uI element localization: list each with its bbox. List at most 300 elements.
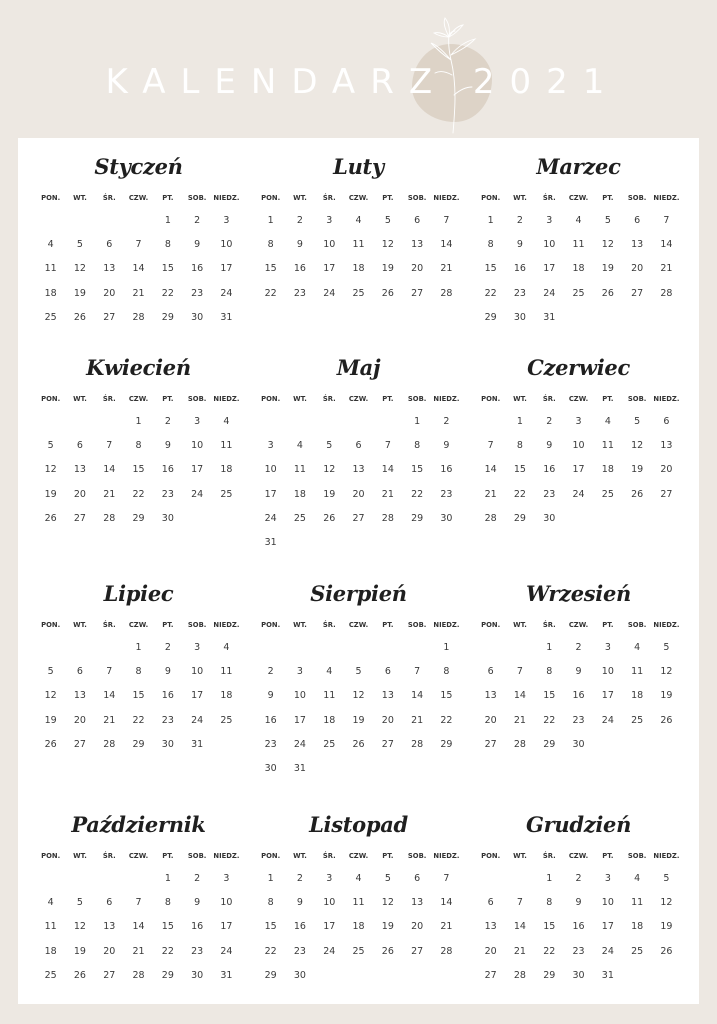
weekday-label: NIEDZ. bbox=[653, 194, 680, 202]
day-cell: 20 bbox=[484, 945, 497, 957]
day-cell: 19 bbox=[44, 488, 57, 500]
day-cell: 30 bbox=[572, 969, 585, 981]
day-cell: 15 bbox=[264, 263, 277, 275]
day-cell: 30 bbox=[264, 762, 277, 774]
day-cell: 6 bbox=[487, 897, 494, 909]
day-cell: 4 bbox=[223, 416, 230, 427]
weekday-label: PON. bbox=[41, 194, 61, 202]
day-cell: 20 bbox=[103, 287, 116, 299]
day-cell: 24 bbox=[264, 512, 277, 524]
day-cell: 28 bbox=[440, 287, 453, 299]
day-cell: 18 bbox=[352, 263, 365, 275]
day-cell: 13 bbox=[484, 690, 497, 702]
weekday-label: ŚR. bbox=[102, 395, 116, 403]
weekday-label: NIEDZ. bbox=[213, 395, 240, 403]
day-cell: 6 bbox=[76, 440, 83, 452]
day-cell: 9 bbox=[516, 239, 523, 251]
weekday-label: ŚR. bbox=[322, 852, 336, 860]
weekday-label: CZW. bbox=[568, 852, 589, 860]
day-cell: 17 bbox=[293, 714, 306, 726]
day-cell: 7 bbox=[516, 897, 523, 909]
day-cell: 20 bbox=[73, 714, 86, 726]
day-cell: 21 bbox=[440, 921, 453, 933]
day-cell: 24 bbox=[191, 714, 204, 726]
weekday-label: PT. bbox=[382, 395, 394, 403]
day-cell: 18 bbox=[44, 287, 57, 299]
weekday-label: CZW. bbox=[348, 194, 369, 202]
day-cell: 22 bbox=[132, 714, 145, 726]
day-cell: 24 bbox=[323, 945, 336, 957]
day-cell: 6 bbox=[106, 239, 113, 251]
month-name: Lipiec bbox=[103, 581, 174, 606]
weekday-label: CZW. bbox=[348, 621, 369, 629]
day-cell: 22 bbox=[513, 488, 526, 500]
day-cell: 31 bbox=[191, 738, 204, 750]
empty-day-cell bbox=[505, 867, 534, 891]
day-cell: 29 bbox=[132, 512, 145, 524]
weekday-label: PON. bbox=[261, 621, 281, 629]
day-cell: 15 bbox=[132, 690, 145, 702]
empty-day-cell bbox=[65, 209, 94, 233]
days-grid bbox=[256, 209, 461, 306]
day-cell: 25 bbox=[572, 287, 585, 299]
weekday-label: SOB. bbox=[407, 194, 427, 202]
day-cell: 30 bbox=[293, 969, 306, 981]
day-cell: 1 bbox=[443, 642, 450, 653]
weekday-label: ŚR. bbox=[542, 852, 556, 860]
day-cell: 12 bbox=[323, 464, 336, 476]
day-cell: 30 bbox=[161, 512, 174, 524]
day-cell: 29 bbox=[484, 311, 497, 323]
day-cell: 12 bbox=[352, 690, 365, 702]
day-cell: 1 bbox=[546, 642, 553, 653]
day-cell: 3 bbox=[546, 215, 553, 226]
day-cell: 26 bbox=[44, 738, 57, 750]
calendar-sheet bbox=[18, 138, 699, 1004]
day-cell: 30 bbox=[572, 738, 585, 750]
day-cell: 22 bbox=[440, 714, 453, 726]
days-grid bbox=[36, 867, 241, 988]
day-cell: 21 bbox=[660, 263, 673, 275]
day-cell: 4 bbox=[575, 215, 582, 226]
day-cell: 7 bbox=[106, 440, 113, 452]
day-cell: 11 bbox=[572, 239, 585, 251]
day-cell: 26 bbox=[660, 945, 673, 957]
day-cell: 30 bbox=[191, 311, 204, 323]
day-cell: 8 bbox=[516, 440, 523, 452]
day-cell: 23 bbox=[191, 945, 204, 957]
day-cell: 4 bbox=[47, 239, 54, 251]
day-cell: 5 bbox=[47, 440, 54, 452]
day-cell: 9 bbox=[296, 897, 303, 909]
day-cell: 10 bbox=[191, 666, 204, 678]
empty-day-cell bbox=[505, 636, 534, 660]
day-cell: 23 bbox=[264, 738, 277, 750]
day-cell: 17 bbox=[191, 690, 204, 702]
day-cell: 20 bbox=[411, 263, 424, 275]
day-cell: 2 bbox=[296, 873, 303, 884]
weekday-label: CZW. bbox=[128, 194, 149, 202]
day-cell: 19 bbox=[323, 488, 336, 500]
day-cell: 22 bbox=[543, 945, 556, 957]
day-cell: 10 bbox=[220, 239, 233, 251]
weekday-label: WT. bbox=[73, 395, 87, 403]
day-cell: 4 bbox=[296, 440, 303, 452]
day-cell: 19 bbox=[660, 921, 673, 933]
day-cell: 11 bbox=[631, 897, 644, 909]
month-3 bbox=[476, 152, 681, 330]
day-cell: 9 bbox=[296, 239, 303, 251]
day-cell: 15 bbox=[543, 921, 556, 933]
day-cell: 9 bbox=[194, 897, 201, 909]
day-cell: 20 bbox=[631, 263, 644, 275]
day-cell: 7 bbox=[487, 440, 494, 452]
day-cell: 4 bbox=[47, 897, 54, 909]
weekday-label: SOB. bbox=[627, 852, 647, 860]
day-cell: 23 bbox=[161, 488, 174, 500]
month-11 bbox=[256, 810, 461, 988]
day-cell: 26 bbox=[73, 311, 86, 323]
day-cell: 28 bbox=[411, 738, 424, 750]
day-cell: 18 bbox=[631, 921, 644, 933]
day-cell: 30 bbox=[440, 512, 453, 524]
weekday-label: NIEDZ. bbox=[433, 395, 460, 403]
empty-day-cell bbox=[476, 636, 505, 660]
day-cell: 2 bbox=[164, 642, 171, 653]
day-cell: 28 bbox=[660, 287, 673, 299]
day-cell: 1 bbox=[135, 642, 142, 653]
day-cell: 13 bbox=[73, 464, 86, 476]
day-cell: 2 bbox=[194, 873, 201, 884]
day-cell: 18 bbox=[631, 690, 644, 702]
day-cell: 31 bbox=[601, 969, 614, 981]
day-cell: 13 bbox=[631, 239, 644, 251]
day-cell: 15 bbox=[264, 921, 277, 933]
weekday-label: PON. bbox=[41, 621, 61, 629]
day-cell: 5 bbox=[604, 215, 611, 226]
month-name: Marzec bbox=[536, 154, 621, 179]
day-cell: 28 bbox=[132, 969, 145, 981]
empty-day-cell bbox=[315, 636, 344, 660]
day-cell: 21 bbox=[440, 263, 453, 275]
day-cell: 3 bbox=[604, 873, 611, 884]
day-cell: 28 bbox=[513, 738, 526, 750]
empty-day-cell bbox=[36, 636, 65, 660]
weekday-label: PT. bbox=[382, 194, 394, 202]
day-cell: 24 bbox=[601, 945, 614, 957]
day-cell: 11 bbox=[323, 690, 336, 702]
days-grid bbox=[36, 636, 241, 757]
day-cell: 23 bbox=[513, 287, 526, 299]
empty-day-cell bbox=[65, 410, 94, 434]
empty-day-cell bbox=[124, 867, 153, 891]
day-cell: 25 bbox=[220, 714, 233, 726]
day-cell: 26 bbox=[381, 287, 394, 299]
day-cell: 14 bbox=[381, 464, 394, 476]
day-cell: 10 bbox=[601, 897, 614, 909]
day-cell: 25 bbox=[220, 488, 233, 500]
day-cell: 9 bbox=[575, 666, 582, 678]
day-cell: 6 bbox=[414, 215, 421, 226]
day-cell: 23 bbox=[293, 945, 306, 957]
day-cell: 3 bbox=[575, 416, 582, 427]
day-cell: 6 bbox=[414, 873, 421, 884]
empty-day-cell bbox=[95, 410, 124, 434]
day-cell: 27 bbox=[103, 969, 116, 981]
empty-day-cell bbox=[65, 636, 94, 660]
day-cell: 16 bbox=[293, 263, 306, 275]
day-cell: 7 bbox=[135, 239, 142, 251]
header bbox=[0, 0, 717, 138]
day-cell: 10 bbox=[220, 897, 233, 909]
day-cell: 22 bbox=[264, 945, 277, 957]
weekday-label: CZW. bbox=[568, 194, 589, 202]
day-cell: 29 bbox=[543, 738, 556, 750]
day-cell: 9 bbox=[164, 440, 171, 452]
empty-day-cell bbox=[36, 209, 65, 233]
day-cell: 30 bbox=[513, 311, 526, 323]
day-cell: 15 bbox=[411, 464, 424, 476]
day-cell: 27 bbox=[660, 488, 673, 500]
day-cell: 15 bbox=[132, 464, 145, 476]
day-cell: 19 bbox=[660, 690, 673, 702]
month-name: Czerwiec bbox=[527, 355, 630, 380]
weekday-label: WT. bbox=[513, 194, 527, 202]
day-cell: 24 bbox=[293, 738, 306, 750]
weekday-label: SOB. bbox=[187, 621, 207, 629]
weekday-label: ŚR. bbox=[322, 621, 336, 629]
day-cell: 11 bbox=[631, 666, 644, 678]
weekday-header bbox=[36, 393, 241, 405]
empty-day-cell bbox=[315, 410, 344, 434]
day-cell: 16 bbox=[161, 690, 174, 702]
day-cell: 23 bbox=[572, 945, 585, 957]
day-cell: 14 bbox=[103, 464, 116, 476]
day-cell: 20 bbox=[352, 488, 365, 500]
day-cell: 18 bbox=[572, 263, 585, 275]
day-cell: 18 bbox=[601, 464, 614, 476]
day-cell: 7 bbox=[135, 897, 142, 909]
day-cell: 1 bbox=[267, 873, 274, 884]
weekday-label: WT. bbox=[73, 621, 87, 629]
day-cell: 9 bbox=[575, 897, 582, 909]
empty-day-cell bbox=[344, 636, 373, 660]
day-cell: 27 bbox=[352, 512, 365, 524]
day-cell: 1 bbox=[135, 416, 142, 427]
weekday-label: CZW. bbox=[568, 395, 589, 403]
day-cell: 19 bbox=[73, 945, 86, 957]
weekday-label: CZW. bbox=[128, 852, 149, 860]
day-cell: 23 bbox=[293, 287, 306, 299]
day-cell: 21 bbox=[484, 488, 497, 500]
day-cell: 12 bbox=[44, 690, 57, 702]
empty-day-cell bbox=[256, 636, 285, 660]
day-cell: 29 bbox=[411, 512, 424, 524]
day-cell: 24 bbox=[601, 714, 614, 726]
weekday-label: PT. bbox=[602, 194, 614, 202]
day-cell: 28 bbox=[513, 969, 526, 981]
weekday-label: NIEDZ. bbox=[653, 621, 680, 629]
days-grid bbox=[476, 410, 681, 531]
day-cell: 8 bbox=[546, 666, 553, 678]
weekday-label: CZW. bbox=[348, 852, 369, 860]
day-cell: 20 bbox=[381, 714, 394, 726]
weekday-label: SOB. bbox=[407, 621, 427, 629]
day-cell: 23 bbox=[191, 287, 204, 299]
day-cell: 10 bbox=[323, 897, 336, 909]
day-cell: 8 bbox=[267, 239, 274, 251]
day-cell: 19 bbox=[73, 287, 86, 299]
day-cell: 13 bbox=[381, 690, 394, 702]
weekday-label: NIEDZ. bbox=[653, 395, 680, 403]
weekday-header bbox=[256, 192, 461, 204]
day-cell: 12 bbox=[631, 440, 644, 452]
day-cell: 12 bbox=[381, 897, 394, 909]
day-cell: 31 bbox=[293, 762, 306, 774]
day-cell: 16 bbox=[440, 464, 453, 476]
weekday-label: SOB. bbox=[627, 395, 647, 403]
days-grid bbox=[476, 209, 681, 330]
weekday-label: NIEDZ. bbox=[213, 194, 240, 202]
day-cell: 1 bbox=[487, 215, 494, 226]
weekday-label: WT. bbox=[293, 194, 307, 202]
weekday-label: PT. bbox=[602, 395, 614, 403]
day-cell: 8 bbox=[546, 897, 553, 909]
day-cell: 18 bbox=[220, 690, 233, 702]
weekday-label: ŚR. bbox=[102, 621, 116, 629]
month-name: Kwiecień bbox=[86, 355, 191, 380]
weekday-label: SOB. bbox=[627, 621, 647, 629]
day-cell: 4 bbox=[634, 873, 641, 884]
weekday-label: ŚR. bbox=[542, 194, 556, 202]
day-cell: 14 bbox=[484, 464, 497, 476]
day-cell: 14 bbox=[513, 690, 526, 702]
weekday-label: NIEDZ. bbox=[433, 194, 460, 202]
day-cell: 20 bbox=[103, 945, 116, 957]
weekday-label: PON. bbox=[481, 194, 501, 202]
weekday-label: SOB. bbox=[407, 395, 427, 403]
day-cell: 21 bbox=[513, 714, 526, 726]
day-cell: 17 bbox=[220, 921, 233, 933]
weekday-header bbox=[36, 619, 241, 631]
weekday-label: ŚR. bbox=[322, 194, 336, 202]
day-cell: 18 bbox=[44, 945, 57, 957]
day-cell: 29 bbox=[440, 738, 453, 750]
day-cell: 23 bbox=[543, 488, 556, 500]
weekday-label: PT. bbox=[602, 621, 614, 629]
empty-day-cell bbox=[285, 636, 314, 660]
day-cell: 13 bbox=[411, 239, 424, 251]
day-cell: 24 bbox=[572, 488, 585, 500]
day-cell: 25 bbox=[631, 945, 644, 957]
day-cell: 21 bbox=[132, 287, 145, 299]
days-grid bbox=[256, 410, 461, 555]
day-cell: 15 bbox=[513, 464, 526, 476]
day-cell: 25 bbox=[44, 311, 57, 323]
day-cell: 7 bbox=[106, 666, 113, 678]
day-cell: 5 bbox=[355, 666, 362, 678]
day-cell: 11 bbox=[44, 263, 57, 275]
day-cell: 13 bbox=[103, 921, 116, 933]
day-cell: 13 bbox=[73, 690, 86, 702]
day-cell: 9 bbox=[267, 690, 274, 702]
day-cell: 15 bbox=[543, 690, 556, 702]
month-12 bbox=[476, 810, 681, 988]
weekday-label: WT. bbox=[513, 621, 527, 629]
day-cell: 3 bbox=[604, 642, 611, 653]
day-cell: 12 bbox=[73, 263, 86, 275]
day-cell: 16 bbox=[513, 263, 526, 275]
day-cell: 26 bbox=[660, 714, 673, 726]
day-cell: 30 bbox=[161, 738, 174, 750]
day-cell: 25 bbox=[293, 512, 306, 524]
day-cell: 13 bbox=[411, 897, 424, 909]
weekday-label: CZW. bbox=[128, 621, 149, 629]
weekday-label: WT. bbox=[293, 852, 307, 860]
day-cell: 26 bbox=[323, 512, 336, 524]
weekday-label: PON. bbox=[41, 395, 61, 403]
empty-day-cell bbox=[373, 410, 402, 434]
day-cell: 21 bbox=[132, 945, 145, 957]
day-cell: 18 bbox=[323, 714, 336, 726]
weekday-label: CZW. bbox=[568, 621, 589, 629]
day-cell: 5 bbox=[384, 215, 391, 226]
day-cell: 10 bbox=[191, 440, 204, 452]
day-cell: 4 bbox=[223, 642, 230, 653]
day-cell: 24 bbox=[220, 287, 233, 299]
day-cell: 26 bbox=[601, 287, 614, 299]
day-cell: 29 bbox=[513, 512, 526, 524]
day-cell: 10 bbox=[572, 440, 585, 452]
day-cell: 29 bbox=[543, 969, 556, 981]
day-cell: 19 bbox=[381, 921, 394, 933]
empty-day-cell bbox=[256, 410, 285, 434]
day-cell: 6 bbox=[634, 215, 641, 226]
day-cell: 14 bbox=[132, 921, 145, 933]
month-name: Grudzień bbox=[525, 812, 632, 837]
day-cell: 2 bbox=[575, 642, 582, 653]
day-cell: 27 bbox=[411, 945, 424, 957]
day-cell: 4 bbox=[634, 642, 641, 653]
day-cell: 10 bbox=[601, 666, 614, 678]
day-cell: 16 bbox=[572, 921, 585, 933]
day-cell: 31 bbox=[220, 969, 233, 981]
weekday-label: SOB. bbox=[627, 194, 647, 202]
day-cell: 12 bbox=[601, 239, 614, 251]
day-cell: 7 bbox=[414, 666, 421, 678]
day-cell: 6 bbox=[384, 666, 391, 678]
day-cell: 4 bbox=[355, 873, 362, 884]
day-cell: 5 bbox=[326, 440, 333, 452]
empty-day-cell bbox=[344, 410, 373, 434]
day-cell: 6 bbox=[663, 416, 670, 427]
day-cell: 11 bbox=[293, 464, 306, 476]
weekday-label: ŚR. bbox=[102, 852, 116, 860]
day-cell: 2 bbox=[194, 215, 201, 226]
day-cell: 27 bbox=[411, 287, 424, 299]
day-cell: 17 bbox=[264, 488, 277, 500]
weekday-label: ŚR. bbox=[322, 395, 336, 403]
day-cell: 21 bbox=[381, 488, 394, 500]
day-cell: 11 bbox=[44, 921, 57, 933]
day-cell: 3 bbox=[267, 440, 274, 452]
empty-day-cell bbox=[95, 636, 124, 660]
day-cell: 14 bbox=[132, 263, 145, 275]
day-cell: 21 bbox=[103, 714, 116, 726]
day-cell: 21 bbox=[103, 488, 116, 500]
day-cell: 26 bbox=[352, 738, 365, 750]
day-cell: 1 bbox=[546, 873, 553, 884]
